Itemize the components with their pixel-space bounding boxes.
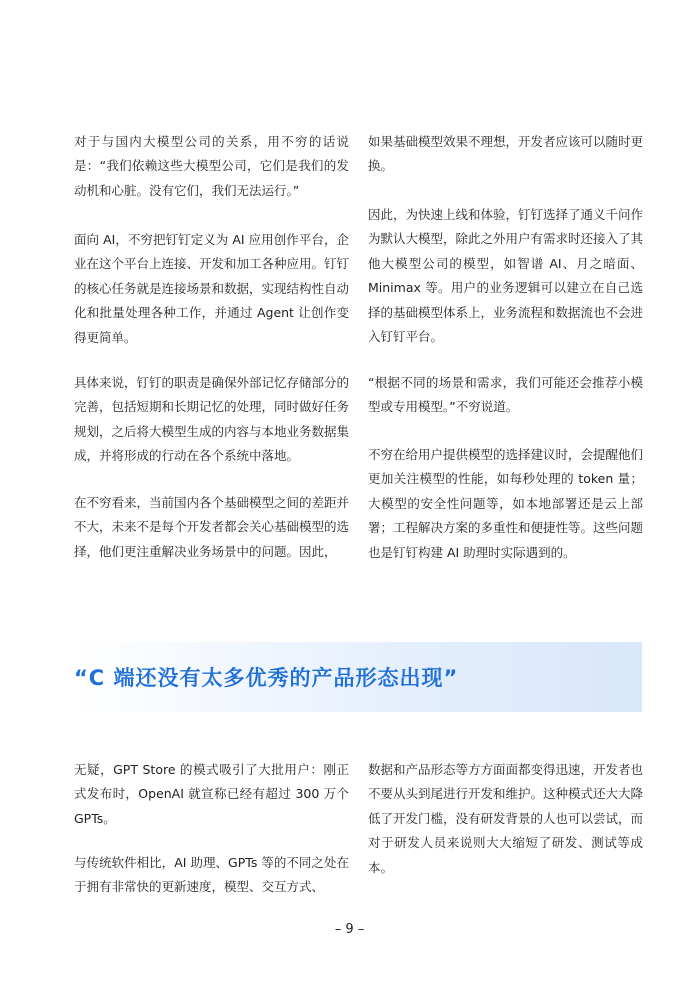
paragraph: 不穷在给用户提供模型的选择建议时，会提醒他们更加关注模型的性能，如每秒处理的 token 量；大模型的安全性问题等，如本地部署还是云上部署；工程解决方案的多重性和便捷性等。这些问题也是钉钉构建 AI 助理时实际遇到的。 [368,447,644,560]
paragraph: 面向 AI，不穷把钉钉定义为 AI 应用创作平台，企业在这个平台上连接、开发和加工各种应用。钉钉的核心任务就是连接场景和数据，实现结构性自动化和批量处理各种工作，并通过 Agent 让创作变得更简单。 [74,232,350,345]
paragraph: 数据和产品形态等方方面面都变得迅速，开发者也不要从头到尾进行开发和维护。这种模式还大大降低了开发门槛，没有研发背景的人也可以尝试，而对于研发人员来说则大大缩短了研发、测试等成本。 [368,762,644,875]
bottom-left-column [74,758,349,831]
top-right-column [368,203,643,349]
top-right-column [368,371,643,420]
paragraph: “根据不同的场景和需求，我们可能还会推荐小模型或专用模型。”不穷说道。 [368,375,643,415]
bottom-left-column [74,851,349,900]
section-heading: “C 端还没有太多优秀的产品形态出现” [74,666,459,690]
paragraph: 对于与国内大模型公司的关系，用不穷的话说是：“我们依赖这些大模型公司，它们是我们的发动机和心脏。没有它们，我们无法运行。” [74,134,349,198]
paragraph: 无疑，GPT Store 的模式吸引了大批用户：刚正式发布时，OpenAI 就宣称已经有超过 300 万个 GPTs。 [74,762,349,826]
paragraph: 如果基础模型效果不理想，开发者应该可以随时更换。 [368,134,644,174]
top-left-column [74,491,349,564]
top-right-column [368,130,643,179]
top-left-column [74,371,349,469]
paragraph: 与传统软件相比，AI 助理、GPTs 等的不同之处在于拥有非常快的更新速度，模型、交互方式、 [74,855,349,895]
top-left-column [74,130,349,203]
paragraph: 具体来说，钉钉的职责是确保外部记忆存储部分的完善，包括短期和长期记忆的处理，同时做好任务规划，之后将大模型生成的内容与本地业务数据集成，并将形成的行动在各个系统中落地。 [74,375,350,464]
section-heading-banner [74,642,642,712]
paragraph: 因此，为快速上线和体验，钉钉选择了通义千问作为默认大模型，除此之外用户有需求时还接入了其他大模型公司的模型，如智谱 AI、月之暗面、Minimax 等。用户的业务逻辑可以建立在自己选择的基础模型体系上，业务流程和数据流也不会进入钉钉平台。 [368,207,644,345]
paragraph: 在不穷看来，当前国内各个基础模型之间的差距并不大，未来不是每个开发者都会关心基础模型的选择，他们更注重解决业务场景中的问题。因此， [74,495,350,559]
bottom-right-column [368,758,643,880]
page-number: – 9 – [334,922,365,937]
top-right-column [368,443,643,565]
top-left-column [74,228,349,350]
